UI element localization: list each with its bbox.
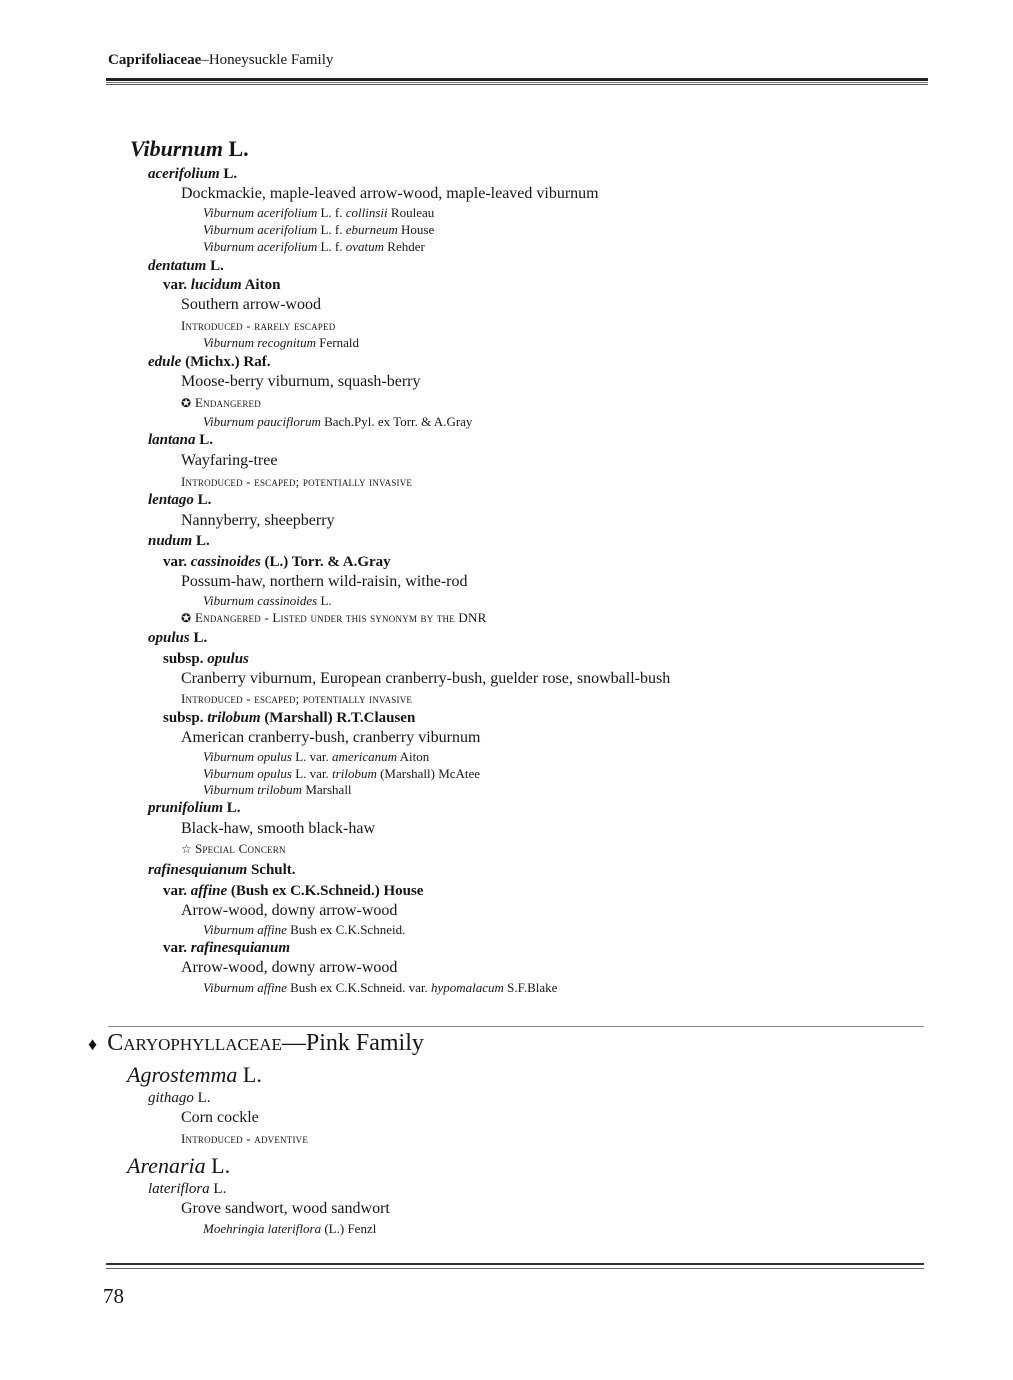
synonym	[203, 1221, 376, 1237]
variety-rafinesquianum	[163, 940, 290, 957]
syn-name: Viburnum affine	[203, 922, 287, 937]
rank-label: var.	[163, 883, 188, 899]
syn-var: americanum	[332, 749, 398, 764]
genus-arenaria	[127, 1153, 230, 1179]
common-name: Possum-haw, northern wild-raisin, withe-rod	[181, 573, 468, 590]
syn-author: Aiton	[399, 749, 430, 764]
species-nudum	[148, 533, 210, 550]
variety-name: cassinoides	[190, 554, 261, 570]
syn-mid: L. var.	[295, 766, 329, 781]
status	[181, 610, 486, 626]
rank-label: var.	[163, 277, 188, 293]
variety-lucidum	[163, 277, 280, 294]
species-edule	[148, 354, 270, 371]
syn-var: hypomalacum	[430, 980, 504, 995]
syn-author: S.F.Blake	[507, 980, 558, 995]
species-author: L.	[223, 166, 238, 182]
family-sep: —	[281, 1030, 306, 1056]
common-name: Southern arrow-wood	[181, 296, 321, 313]
syn-name: Viburnum acerifolium	[203, 222, 318, 237]
species-author: L.	[197, 1090, 211, 1106]
syn-name: Viburnum acerifolium	[203, 239, 318, 254]
variety-author: Aiton	[244, 277, 281, 293]
status-text: Endangered - Listed under this synonym by the DNR	[195, 610, 487, 625]
species-opulus	[148, 630, 207, 647]
species-name: rafinesquianum	[148, 862, 248, 878]
syn-mid: L. f.	[320, 222, 343, 237]
family-name: Caryophyllaceae	[107, 1030, 282, 1056]
genus-author: L.	[211, 1153, 231, 1178]
syn-author: Rehder	[387, 239, 425, 254]
species-author: L.	[199, 432, 214, 448]
species-name: lentago	[148, 492, 194, 508]
subspecies-trilobum	[163, 710, 415, 727]
species-dentatum	[148, 258, 224, 275]
common-name: Arrow-wood, downy arrow-wood	[181, 959, 398, 976]
species-name: edule	[148, 354, 182, 370]
species-author: L.	[193, 630, 208, 646]
species-name: opulus	[148, 630, 190, 646]
syn-author: House	[401, 222, 435, 237]
syn-author: (Marshall) McAtee	[380, 766, 481, 781]
species-name: nudum	[148, 533, 193, 549]
syn-name: Viburnum affine	[203, 980, 287, 995]
common-name: Black-haw, smooth black-haw	[181, 820, 376, 837]
species-author: L.	[213, 1181, 227, 1197]
common-name: Arrow-wood, downy arrow-wood	[181, 902, 398, 919]
running-head-family: Caprifoliaceae	[108, 52, 202, 68]
synonym	[203, 239, 425, 255]
rank-label: var.	[163, 940, 188, 956]
status	[181, 841, 286, 857]
common-name: American cranberry-bush, cranberry viburnum	[181, 729, 481, 746]
syn-name: Viburnum recognitum	[203, 335, 317, 350]
genus-author: L.	[228, 136, 249, 161]
common-name: Dockmackie, maple-leaved arrow-wood, maple-leaved viburnum	[181, 185, 599, 202]
species-lantana	[148, 432, 213, 449]
syn-author: Bach.Pyl. ex Torr. & A.Gray	[324, 414, 473, 429]
genus-name: Arenaria	[127, 1153, 206, 1178]
variety-affine	[163, 883, 423, 900]
page-number: 78	[103, 1284, 124, 1308]
common-name: Cranberry viburnum, European cranberry-bush, guelder rose, snowball-bush	[181, 670, 671, 687]
star-icon: ☆	[181, 842, 192, 856]
species-author: L.	[195, 533, 210, 549]
status: Introduced - escaped; potentially invasive	[181, 474, 413, 489]
species-author: L.	[210, 258, 224, 274]
syn-author: (L.) Fenzl	[324, 1221, 377, 1236]
synonym	[203, 414, 472, 430]
common-name: Grove sandwort, wood sandwort	[181, 1200, 390, 1217]
species-lateriflora	[148, 1181, 226, 1198]
syn-name: Viburnum pauciflorum	[203, 414, 321, 429]
synonym	[203, 205, 434, 221]
species-rafinesquianum	[148, 862, 296, 879]
synonym	[203, 980, 557, 996]
species-author: L.	[197, 492, 212, 508]
synonym	[203, 782, 352, 798]
family-common: Pink Family	[305, 1030, 424, 1056]
species-author: (Michx.) Raf.	[185, 354, 271, 370]
synonym	[203, 749, 429, 765]
syn-author: L.	[320, 593, 332, 608]
common-name: Wayfaring-tree	[181, 452, 278, 469]
section-divider	[108, 1026, 924, 1027]
running-head-sep: –	[201, 52, 209, 68]
common-name: Moose-berry viburnum, squash-berry	[181, 373, 421, 390]
diamond-icon: ♦	[88, 1034, 98, 1054]
synonym	[203, 222, 434, 238]
footer-rule	[106, 1263, 924, 1269]
synonym	[203, 922, 405, 938]
variety-name: rafinesquianum	[190, 940, 290, 956]
subspecies-name: opulus	[207, 651, 249, 667]
species-prunifolium	[148, 800, 241, 817]
variety-author: (L.) Torr. & A.Gray	[264, 554, 391, 570]
species-author: L.	[226, 800, 241, 816]
species-name: acerifolium	[148, 166, 220, 182]
genus-viburnum	[130, 136, 249, 162]
endangered-icon: ✪	[181, 396, 192, 410]
species-author: Schult.	[250, 862, 296, 878]
syn-mid: L. var.	[295, 749, 329, 764]
status: Introduced - rarely escaped	[181, 318, 336, 333]
status: Introduced - escaped; potentially invasive	[181, 691, 413, 706]
syn-name: Viburnum opulus	[203, 766, 292, 781]
syn-mid: Bush ex C.K.Schneid. var.	[290, 980, 428, 995]
synonym	[203, 335, 359, 351]
species-githago	[148, 1090, 211, 1107]
syn-name: Moehringia lateriflora	[203, 1221, 322, 1236]
species-acerifolium	[148, 166, 237, 183]
syn-name: Viburnum acerifolium	[203, 205, 318, 220]
syn-author: Rouleau	[390, 205, 435, 220]
syn-name: Viburnum trilobum	[203, 782, 303, 797]
subspecies-opulus	[163, 651, 249, 668]
running-head	[108, 52, 333, 69]
syn-var: trilobum	[332, 766, 377, 781]
syn-form: collinsii	[345, 205, 388, 220]
syn-author: Fernald	[319, 335, 359, 350]
subspecies-name: trilobum	[207, 710, 261, 726]
genus-author: L.	[242, 1062, 262, 1087]
genus-name: Viburnum	[130, 136, 223, 161]
status: Introduced - adventive	[181, 1131, 309, 1146]
rank-label: subsp.	[163, 651, 204, 667]
running-head-common: Honeysuckle Family	[208, 52, 334, 68]
species-name: githago	[148, 1090, 194, 1106]
synonym	[203, 766, 480, 782]
syn-author: Marshall	[305, 782, 352, 797]
family-heading	[88, 1030, 424, 1057]
common-name: Corn cockle	[181, 1109, 259, 1126]
species-name: prunifolium	[148, 800, 224, 816]
rank-label: subsp.	[163, 710, 204, 726]
species-name: lateriflora	[148, 1181, 210, 1197]
variety-name: lucidum	[190, 277, 242, 293]
status	[181, 395, 261, 411]
genus-name: Agrostemma	[127, 1062, 238, 1087]
syn-mid: L. f.	[320, 239, 343, 254]
syn-name: Viburnum opulus	[203, 749, 292, 764]
species-name: lantana	[148, 432, 196, 448]
subspecies-author: (Marshall) R.T.Clausen	[264, 710, 416, 726]
variety-name: affine	[190, 883, 228, 899]
variety-cassinoides	[163, 554, 391, 571]
common-name: Nannyberry, sheepberry	[181, 512, 335, 529]
rank-label: var.	[163, 554, 188, 570]
syn-mid: L. f.	[320, 205, 343, 220]
syn-name: Viburnum cassinoides	[203, 593, 318, 608]
status-text: Endangered	[195, 395, 261, 410]
variety-author: (Bush ex C.K.Schneid.) House	[230, 883, 424, 899]
syn-author: Bush ex C.K.Schneid.	[290, 922, 406, 937]
species-lentago	[148, 492, 211, 509]
species-name: dentatum	[148, 258, 207, 274]
status-text: Special Concern	[195, 841, 286, 856]
endangered-icon: ✪	[181, 611, 192, 625]
synonym	[203, 593, 332, 609]
genus-agrostemma	[127, 1062, 262, 1088]
header-rule	[106, 78, 928, 85]
syn-form: ovatum	[345, 239, 385, 254]
syn-form: eburneum	[345, 222, 398, 237]
